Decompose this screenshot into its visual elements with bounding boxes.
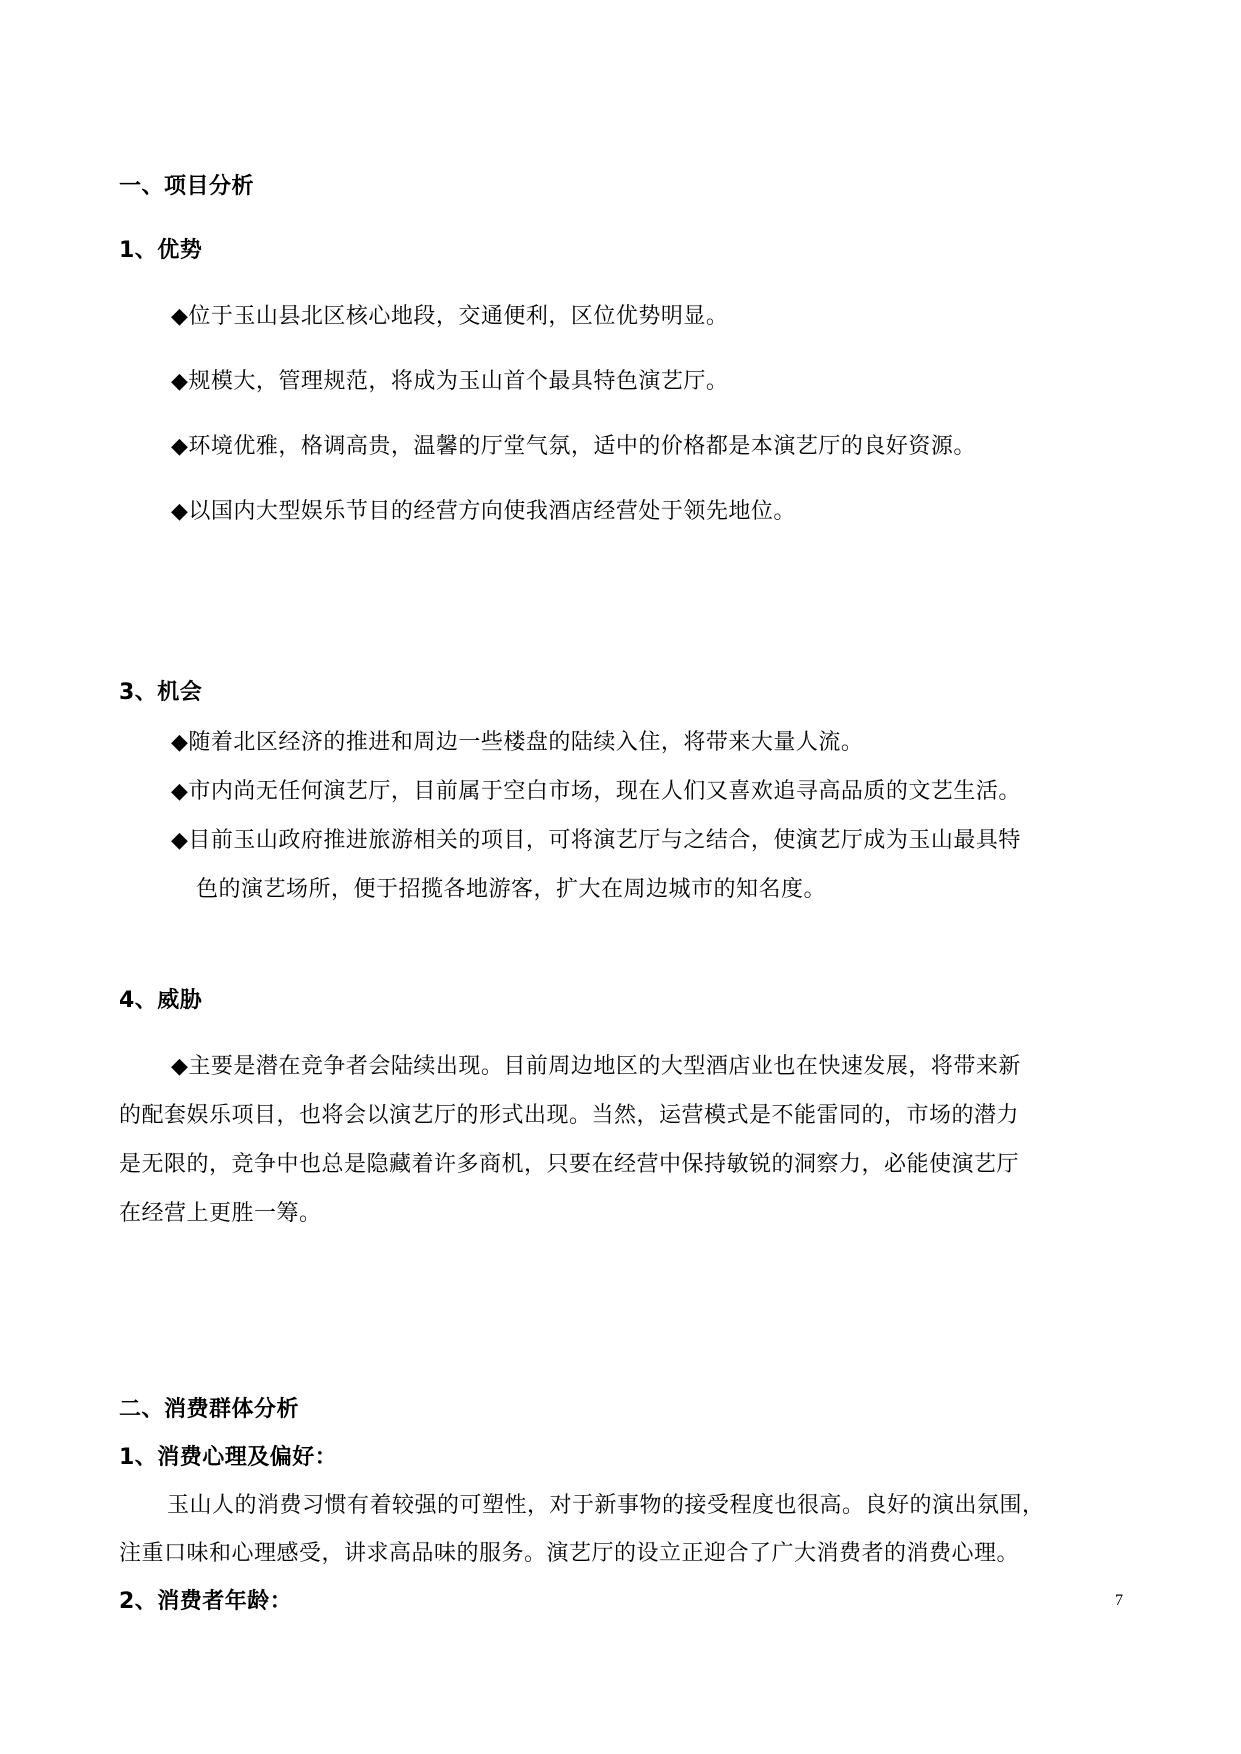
- advantage-item: ◆规模大，管理规范，将成为玉山首个最具特色演艺厅。: [171, 369, 729, 394]
- opportunity-item: ◆随着北区经济的推进和周边一些楼盘的陆续入住，将带来大量人流。: [171, 730, 864, 755]
- threat-paragraph-line: 是无限的，竞争中也总是隐藏着许多商机，只要在经营中保持敏锐的洞察力，必能使演艺厅: [119, 1152, 1020, 1177]
- advantage-item: ◆环境优雅，格调高贵，温馨的厅堂气氛，适中的价格都是本演艺厅的良好资源。: [171, 434, 976, 459]
- threat-paragraph-line: ◆主要是潜在竞争者会陆续出现。目前周边地区的大型酒店业也在快速发展，将带来新: [171, 1054, 1021, 1079]
- threat-paragraph-line: 在经营上更胜一筹。: [119, 1201, 322, 1226]
- opportunity-item-continuation: 色的演艺场所，便于招揽各地游客，扩大在周边城市的知名度。: [196, 877, 827, 902]
- subheading-consumer-age: 2、消费者年龄：: [119, 1589, 293, 1614]
- opportunity-item: ◆目前玉山政府推进旅游相关的项目，可将演艺厅与之结合，使演艺厅成为玉山最具特: [171, 828, 1021, 853]
- psychology-paragraph-line: 玉山人的消费习惯有着较强的可塑性，对于新事物的接受程度也很高。良好的演出氛围，: [167, 1493, 1045, 1518]
- section-heading-project-analysis: 一、项目分析: [119, 174, 255, 199]
- subheading-threats: 4、威胁: [119, 988, 203, 1013]
- threat-paragraph-line: 的配套娱乐项目，也将会以演艺厅的形式出现。当然，运营模式是不能雷同的，市场的潜力: [119, 1103, 1020, 1128]
- page-number: 7: [1115, 1592, 1123, 1609]
- advantage-item: ◆以国内大型娱乐节目的经营方向使我酒店经营处于领先地位。: [171, 499, 796, 524]
- subheading-opportunities: 3、机会: [119, 680, 203, 705]
- section-heading-consumer-analysis: 二、消费群体分析: [119, 1397, 300, 1422]
- opportunity-item: ◆市内尚无任何演艺厅，目前属于空白市场，现在人们又喜欢追寻高品质的文艺生活。: [171, 779, 1021, 804]
- psychology-paragraph-line: 注重口味和心理感受，讲求高品味的服务。演艺厅的设立正迎合了广大消费者的消费心理。: [119, 1541, 1020, 1566]
- subheading-advantages: 1、优势: [119, 238, 203, 263]
- advantage-item: ◆位于玉山县北区核心地段，交通便利，区位优势明显。: [171, 304, 729, 329]
- subheading-consumer-psychology: 1、消费心理及偏好：: [119, 1445, 338, 1470]
